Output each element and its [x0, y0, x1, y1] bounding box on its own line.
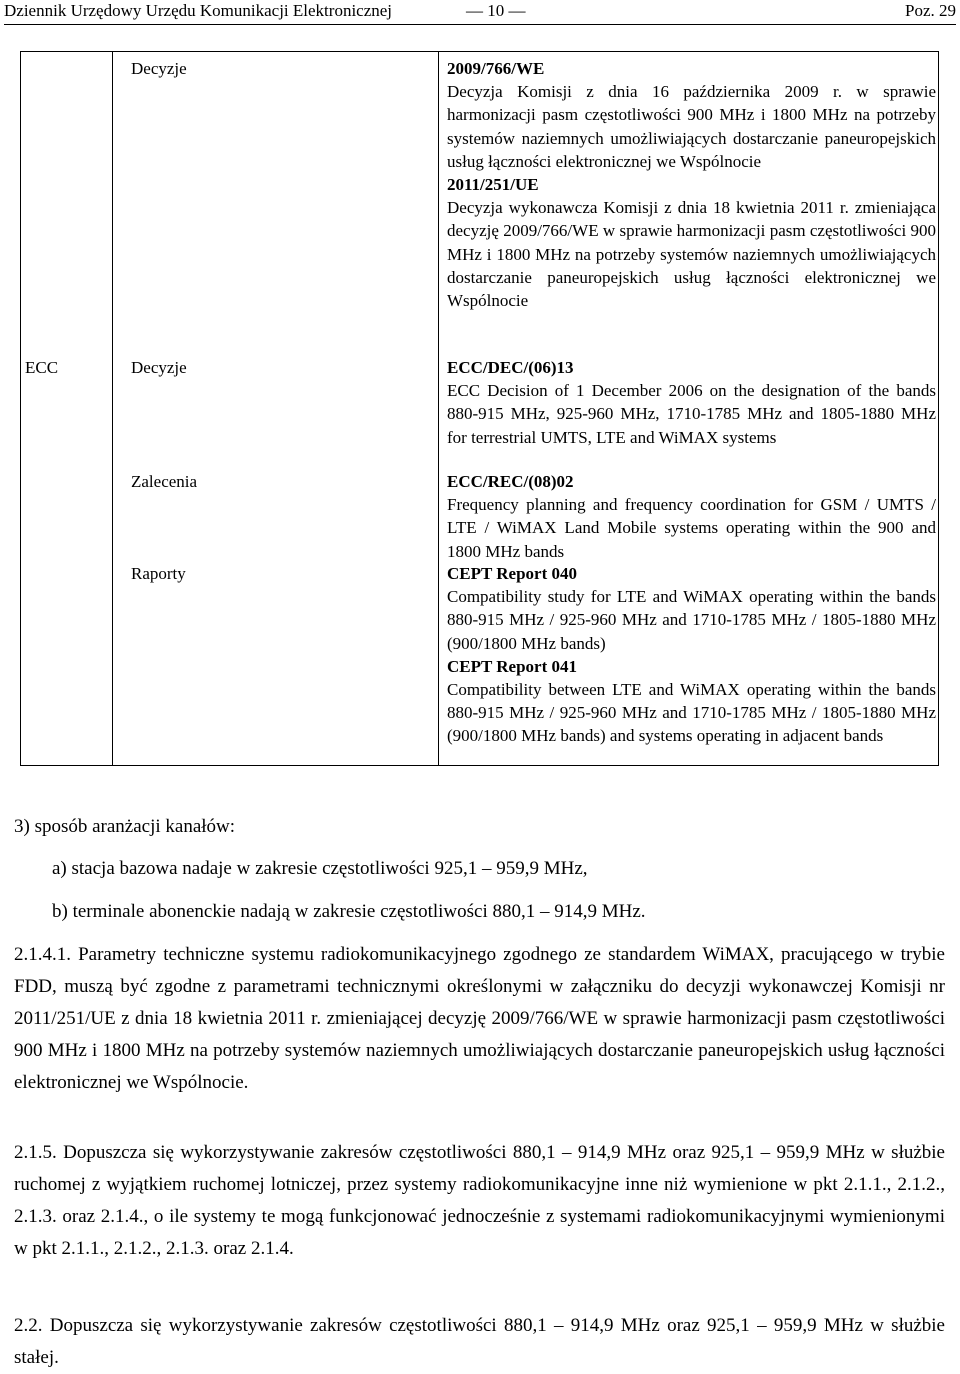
decision-text: ECC Decision of 1 December 2006 on the designation of the bands 880-915 MHz, 925-960 MHz, 1710-1785 MHz and 1805-1880 MHz for terrestrial UMTS, LTE and WiMAX systems [447, 381, 936, 447]
row-label-reports: Raporty [131, 564, 186, 583]
table-cell-decisions-ecc [447, 356, 936, 449]
code-ecc-rec: ECC/REC/(08)02 [447, 472, 574, 491]
channel-item-b: b) terminale abonenckie nadają w zakresie częstotliwości 880,1 – 914,9 MHz. [52, 901, 646, 922]
code-cept-041: CEPT Report 041 [447, 656, 578, 676]
code-2009-766: 2009/766/WE [447, 59, 545, 78]
code-ecc-dec: ECC/DEC/(06)13 [447, 358, 574, 377]
regulations-table [20, 51, 939, 766]
channels-heading: 3) sposób aranżacji kanałów: [14, 816, 236, 837]
row-label-decisions: Decyzje [131, 59, 187, 78]
table-divider [438, 52, 439, 765]
position-number: Poz. 29 [905, 1, 956, 20]
page-number: — 10 — [466, 1, 526, 20]
code-cept-040: CEPT Report 040 [447, 564, 578, 583]
paragraph-text: 2.1.5. Dopuszcza się wykorzystywanie zakresów częstotliwości 880,1 – 914,9 MHz oraz 925,1 – 959,9 MHz w służbie ruchomej z wyjątkiem ruchomej lotniczej, przez systemy radiokomunikacyjne inne niż wymienione w pkt 2.1.1., 2.1.2., 2.1.3. oraz 2.1.4., o ile systemy te mogą funkcjonować jednocześnie z systemami radiokomunikacyjnymi wymienionymi w pkt 2.1.1., 2.1.2., 2.1.3. oraz 2.1.4. [14, 1142, 945, 1259]
paragraph-text: 2.2. Dopuszcza się wykorzystywanie zakresów częstotliwości 880,1 – 914,9 MHz oraz 925,1 – 959,9 MHz w służbie stałej. [14, 1315, 945, 1368]
decision-text: Decyzja Komisji z dnia 16 października 2009 r. w sprawie harmonizacji pasm częstotliwości 900 MHz i 1800 MHz na potrzeby systemów naziemnych umożliwiających dostarczanie paneuropejskich usług łączności elektronicznej we Wspólnocie [447, 82, 936, 171]
table-divider [112, 52, 113, 765]
section-2-1-5 [14, 1137, 945, 1265]
page-header [4, 0, 956, 25]
table-cell-reports [447, 562, 936, 748]
recommendation-text: Frequency planning and frequency coordination for GSM / UMTS / LTE / WiMAX Land Mobile systems operating within the 900 and 1800 MHz bands [447, 495, 936, 561]
report-text: Compatibility study for LTE and WiMAX operating within the bands 880-915 MHz / 925-960 MHz and 1710-1785 MHz / 1805-1880 MHz (900/1800 MHz bands) [447, 587, 936, 653]
channel-item-a: a) stacja bazowa nadaje w zakresie częstotliwości 925,1 – 959,9 MHz, [52, 858, 588, 879]
paragraph-text: 2.1.4.1. Parametry techniczne systemu radiokomunikacyjnego zgodnego ze standardem WiMAX, pracującego w trybie FDD, muszą być zgodne z parametrami technicznymi określonymi w załączniku do decyzji wykonawczej Komisji nr 2011/251/UE z dnia 18 kwietnia 2011 r. zmieniającej decyzję 2009/766/WE w sprawie harmonizacji pasm częstotliwości 900 MHz i 1800 MHz na potrzeby systemów naziemnych umożliwiających dostarczanie paneuropejskich usług łączności elektronicznej we Wspólnocie. [14, 944, 945, 1093]
code-2011-251: 2011/251/UE [447, 175, 539, 195]
report-text: Compatibility between LTE and WiMAX operating within the bands 880-915 MHz / 925-960 MHz and 1710-1785 MHz / 1805-1880 MHz (900/1800 MHz bands) and systems operating in adjacent bands [447, 680, 936, 746]
table-cell-decisions-eu [447, 57, 936, 312]
table-cell-recommendations [447, 470, 936, 563]
row-label-decisions-ecc: Decyzje [131, 358, 187, 377]
section-2-2 [14, 1310, 945, 1374]
row-label-recommendations: Zalecenia [131, 472, 198, 491]
journal-title: Dziennik Urzędowy Urzędu Komunikacji Elektronicznej [4, 1, 393, 20]
group-label-ecc: ECC [25, 358, 59, 377]
section-2-1-4-1 [14, 939, 945, 1099]
decision-text: Decyzja wykonawcza Komisji z dnia 18 kwietnia 2011 r. zmieniająca decyzję 2009/766/WE w sprawie harmonizacji pasm częstotliwości 900 MHz i 1800 MHz na potrzeby systemów naziemnych umożliwiających dostarczanie paneuropejskich usług łączności elektronicznej we Wspólnocie [447, 198, 936, 311]
